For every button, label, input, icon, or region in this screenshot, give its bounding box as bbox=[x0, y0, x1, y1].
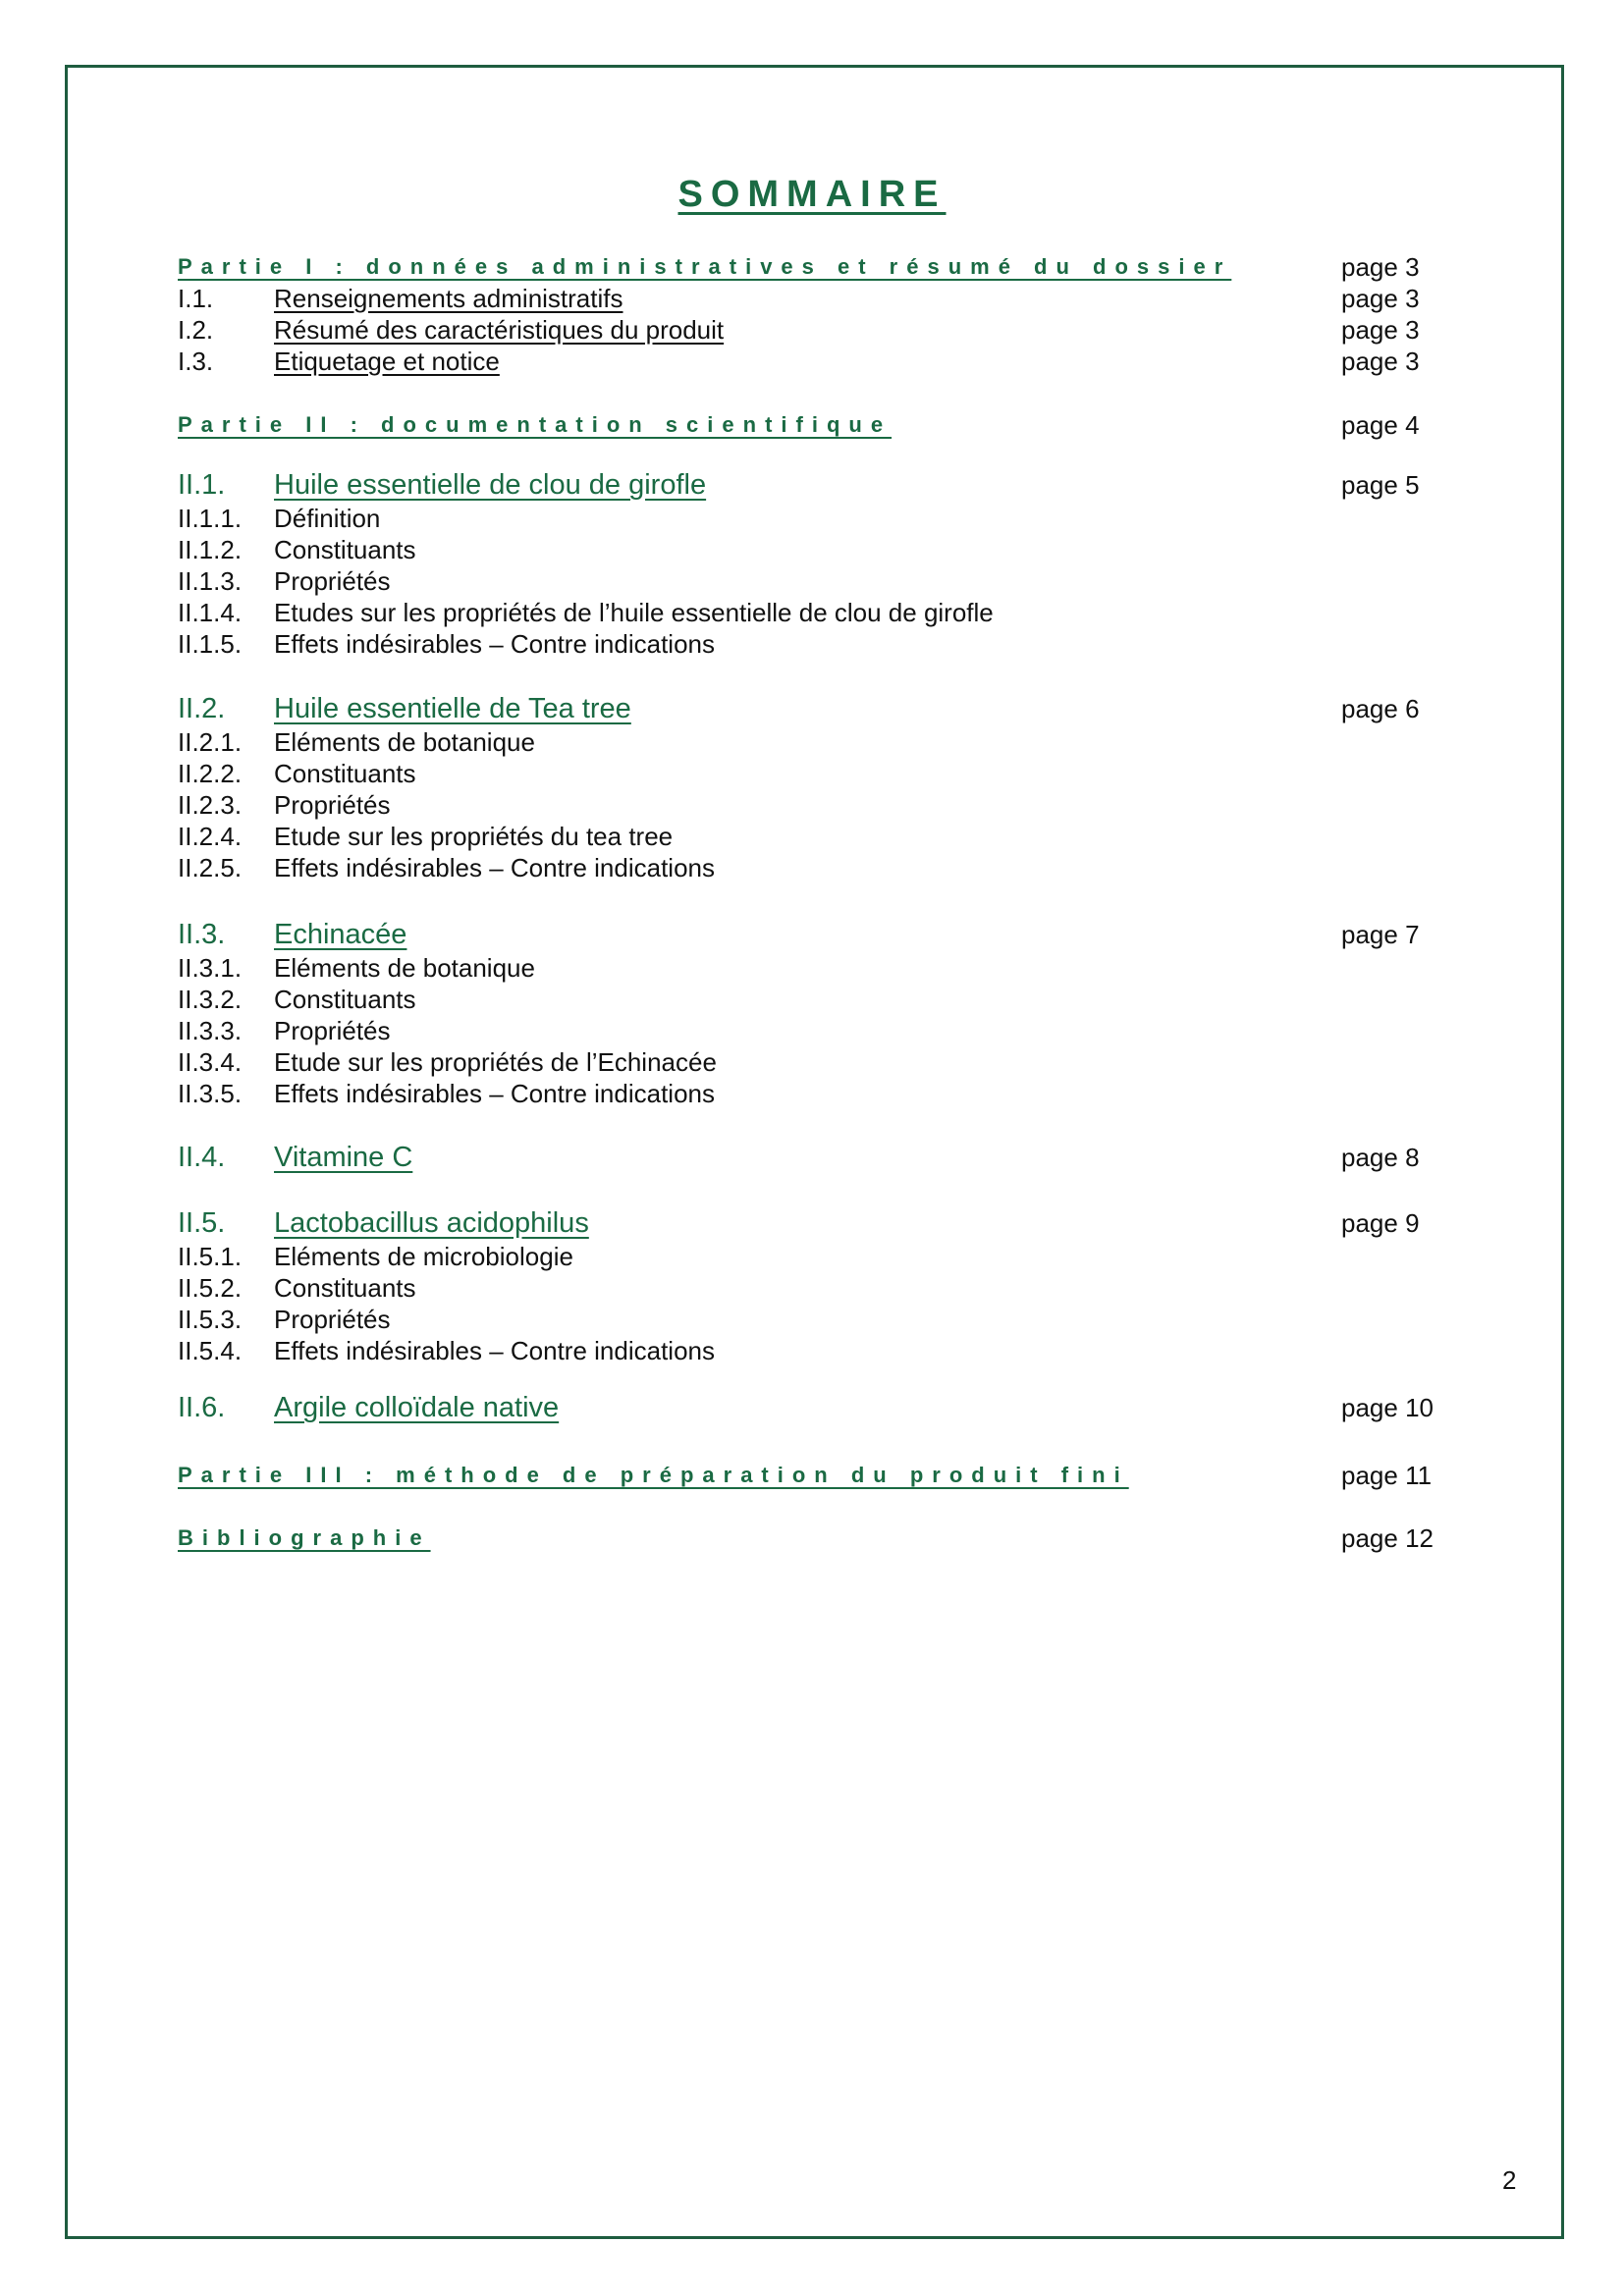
toc-subentry: II.3.4. Etude sur les propriétés de l’Echinacée bbox=[178, 1047, 717, 1077]
bibliographie-page: page 12 bbox=[1341, 1523, 1434, 1553]
section-page: page 5 bbox=[1341, 470, 1420, 500]
entry-label: Etiquetage et notice bbox=[274, 347, 500, 376]
section-number: II.1. bbox=[178, 469, 226, 501]
section-page: page 6 bbox=[1341, 694, 1420, 723]
section-II-4-link[interactable] bbox=[178, 1142, 412, 1173]
section-label: Lactobacillus acidophilus bbox=[274, 1207, 589, 1239]
toc-subentry: II.5.1. Eléments de microbiologie bbox=[178, 1242, 573, 1271]
toc-subentry: II.3.5. Effets indésirables – Contre indications bbox=[178, 1079, 715, 1108]
toc-subentry: II.1.3. Propriétés bbox=[178, 566, 391, 596]
section-label: Echinacée bbox=[274, 919, 407, 950]
toc-subentry: II.5.3. Propriétés bbox=[178, 1305, 391, 1334]
partie-3-page: page 11 bbox=[1341, 1461, 1433, 1490]
section-page: page 7 bbox=[1341, 920, 1420, 949]
toc-subentry: II.2.5. Effets indésirables – Contre indications bbox=[178, 853, 715, 882]
section-label: Vitamine C bbox=[274, 1142, 413, 1173]
partie-1-page: page 3 bbox=[1341, 252, 1420, 282]
section-II-6-link[interactable] bbox=[178, 1392, 559, 1423]
section-number: II.2. bbox=[178, 693, 226, 724]
toc-subentry: II.3.1. Eléments de botanique bbox=[178, 953, 535, 983]
toc-subentry: II.3.2. Constituants bbox=[178, 985, 416, 1014]
toc-subentry: II.5.4. Effets indésirables – Contre indications bbox=[178, 1336, 715, 1365]
section-label: Huile essentielle de Tea tree bbox=[274, 693, 631, 724]
section-number: II.4. bbox=[178, 1142, 226, 1173]
partie-2-page: page 4 bbox=[1341, 410, 1420, 440]
toc-subentry: II.1.1. Définition bbox=[178, 504, 381, 533]
section-label: Argile colloïdale native bbox=[274, 1392, 560, 1423]
section-II-1-link[interactable] bbox=[178, 469, 706, 501]
toc-subentry: II.1.4. Etudes sur les propriétés de l’huile essentielle de clou de girofle bbox=[178, 598, 994, 627]
entry-number: I.3. bbox=[178, 347, 214, 376]
entry-page: page 3 bbox=[1341, 315, 1420, 345]
entry-number: I.2. bbox=[178, 315, 214, 345]
section-label: Huile essentielle de clou de girofle bbox=[274, 469, 707, 501]
section-II-5-link[interactable] bbox=[178, 1207, 589, 1239]
toc-subentry: II.5.2. Constituants bbox=[178, 1273, 416, 1303]
entry-label: Renseignements administratifs bbox=[274, 284, 623, 313]
toc-subentry: II.3.3. Propriétés bbox=[178, 1016, 391, 1045]
section-page: page 10 bbox=[1341, 1393, 1434, 1422]
entry-label: Résumé des caractéristiques du produit bbox=[274, 315, 725, 345]
toc-subentry: II.1.5. Effets indésirables – Contre indications bbox=[178, 629, 715, 659]
section-II-3-link[interactable] bbox=[178, 919, 406, 950]
toc-entry-I-3[interactable] bbox=[178, 346, 500, 377]
section-number: II.3. bbox=[178, 919, 226, 950]
page-title: SOMMAIRE bbox=[677, 174, 947, 215]
section-number: II.6. bbox=[178, 1392, 226, 1423]
section-number: II.5. bbox=[178, 1207, 226, 1239]
toc-subentry: II.2.3. Propriétés bbox=[178, 790, 391, 820]
section-page: page 9 bbox=[1341, 1208, 1420, 1238]
section-II-2-link[interactable] bbox=[178, 693, 631, 724]
toc-subentry: II.1.2. Constituants bbox=[178, 535, 416, 564]
entry-page: page 3 bbox=[1341, 347, 1420, 376]
partie-1-link[interactable]: Partie I : données administratives et résumé du dossier bbox=[178, 254, 1232, 279]
entry-page: page 3 bbox=[1341, 284, 1420, 313]
section-page: page 8 bbox=[1341, 1143, 1420, 1172]
toc-entry-I-2[interactable] bbox=[178, 314, 724, 346]
toc-entry-I-1[interactable] bbox=[178, 283, 623, 314]
partie-2-link[interactable]: Partie II : documentation scientifique bbox=[178, 412, 893, 437]
toc-subentry: II.2.2. Constituants bbox=[178, 759, 416, 788]
toc-subentry: II.2.1. Eléments de botanique bbox=[178, 727, 535, 757]
bibliographie-link[interactable]: Bibliographie bbox=[178, 1525, 431, 1550]
page-number: 2 bbox=[1502, 2165, 1517, 2195]
entry-number: I.1. bbox=[178, 284, 214, 313]
toc-subentry: II.2.4. Etude sur les propriétés du tea tree bbox=[178, 822, 674, 851]
partie-3-link[interactable]: Partie III : méthode de préparation du produit fini bbox=[178, 1463, 1129, 1487]
